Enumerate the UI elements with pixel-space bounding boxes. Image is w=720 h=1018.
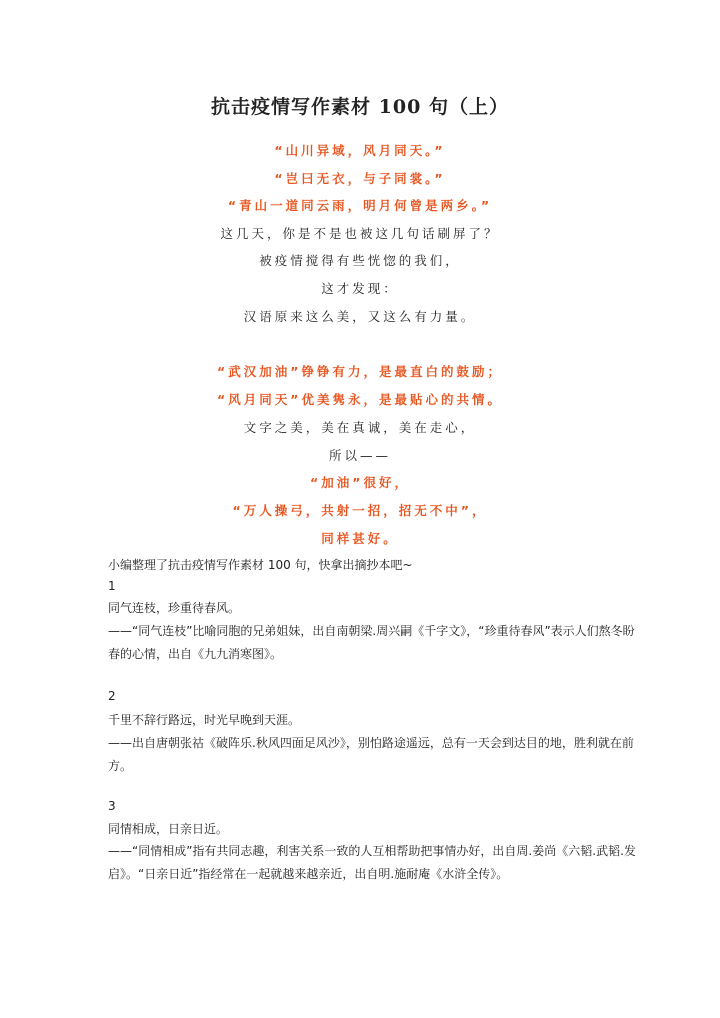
page-title: 抗击疫情写作素材 100 句（上） [211, 96, 509, 118]
entry-quote: 同气连枝，珍重待春风。 [108, 601, 241, 615]
entry-number: 3 [108, 799, 116, 813]
poem-line-7: 汉语原来这么美，又这么有力量。 [243, 309, 477, 324]
entry-quote: 同情相成，日亲日近。 [108, 822, 229, 836]
entry-quote: 千里不辞行路远，时光早晚到天涯。 [108, 713, 301, 727]
entry-number: 2 [108, 689, 116, 703]
poem-line-9: “风月同天”优美隽永，是最贴心的共情。 [217, 392, 503, 407]
poem-line-2: “岂曰无衣，与子同裳。” [274, 171, 446, 186]
poem-line-6: 这才发现： [321, 281, 399, 296]
entry-explanation: ——“同情相成”指有共同志趣，利害关系一致的人互相帮助把事情办好，出自周.姜尚《六韬.武韬.发启》。“日亲日近”指经常在一起就越来越亲近，出自明.施耐庵《水浒全传》。 [108, 844, 636, 881]
poem-line-8: “武汉加油”铮铮有力，是最直白的鼓励； [217, 364, 503, 379]
entry-explanation: ——“同气连枝”比喻同胞的兄弟姐妹，出自南朝梁.周兴嗣《千字文》，“珍重待春风”表示人们熬冬盼春的心情，出自《九九消寒图》。 [108, 624, 635, 661]
intro-text: 小编整理了抗击疫情写作素材 100 句，快拿出摘抄本吧~ [108, 558, 413, 572]
poem-line-11: 所以—— [328, 448, 391, 463]
poem-line-5: 被疫情搅得有些恍惚的我们， [259, 253, 461, 268]
entry-number: 1 [108, 579, 116, 593]
entry-explanation: ——出自唐朝张祜《破阵乐.秋风四面足风沙》，别怕路途遥远，总有一天会到达目的地，胜利就在前方。 [108, 736, 634, 773]
poem-line-3: “青山一道同云雨，明月何曾是两乡。” [227, 198, 493, 213]
poem-line-10: 文字之美，美在真诚，美在走心， [243, 420, 477, 435]
poem-line-14: 同样甚好。 [321, 531, 399, 546]
poem-line-13: “万人操弓，共射一招，招无不中”， [232, 503, 488, 518]
poem-line-12: “加油”很好， [310, 475, 410, 490]
poem-line-1: “山川异域，风月同天。” [274, 143, 446, 158]
poem-line-4: 这几天，你是不是也被这几句话刷屏了？ [220, 226, 500, 241]
